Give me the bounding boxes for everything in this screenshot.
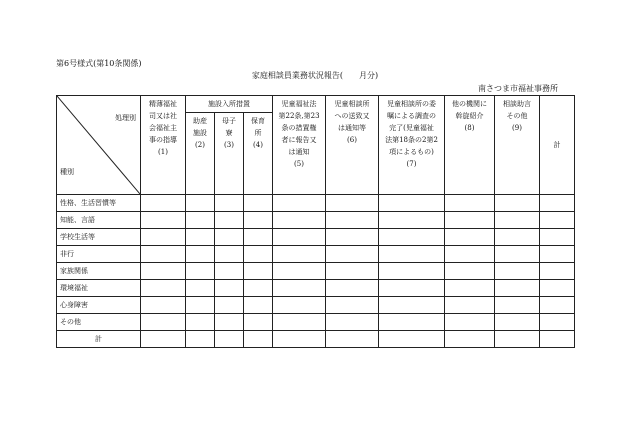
entry-cell — [141, 314, 186, 331]
row-label: 非行 — [57, 246, 141, 263]
diagonal-line — [57, 96, 140, 194]
entry-cell — [141, 212, 186, 229]
table-row — [57, 246, 575, 263]
table-row — [57, 195, 575, 212]
entry-cell — [186, 297, 215, 314]
entry-cell — [273, 297, 326, 314]
entry-cell — [445, 280, 495, 297]
entry-cell — [326, 314, 379, 331]
entry-cell — [215, 314, 244, 331]
row-label: その他 — [57, 314, 141, 331]
entry-cell — [495, 280, 540, 297]
corner-label-process: 処理別 — [115, 114, 136, 122]
entry-cell — [445, 297, 495, 314]
entry-cell — [141, 263, 186, 280]
table-row — [57, 331, 575, 348]
entry-cell — [540, 297, 575, 314]
entry-cell — [244, 297, 273, 314]
entry-cell — [495, 331, 540, 348]
entry-cell — [215, 229, 244, 246]
entry-cell — [379, 331, 445, 348]
col-header-mother-child: 母子 寮 (3) — [215, 113, 244, 195]
entry-cell — [326, 297, 379, 314]
entry-cell — [540, 314, 575, 331]
entry-cell — [379, 212, 445, 229]
entry-cell — [326, 229, 379, 246]
entry-cell — [379, 314, 445, 331]
col-header-maternity: 助産 施設 (2) — [186, 113, 215, 195]
entry-cell — [495, 297, 540, 314]
entry-cell — [273, 212, 326, 229]
entry-cell — [244, 229, 273, 246]
form-number: 第6号様式(第10条関係) — [56, 59, 142, 68]
entry-cell — [540, 263, 575, 280]
row-label: 知能、言語 — [57, 212, 141, 229]
entry-cell — [141, 195, 186, 212]
entry-cell — [273, 246, 326, 263]
entry-cell — [495, 246, 540, 263]
entry-cell — [379, 229, 445, 246]
entry-cell — [495, 212, 540, 229]
entry-cell — [141, 297, 186, 314]
entry-cell — [186, 246, 215, 263]
table-row — [57, 212, 575, 229]
table-row — [57, 263, 575, 280]
entry-cell — [244, 331, 273, 348]
col-header-facility-group: 施設入所措置 — [186, 96, 273, 113]
row-label: 家族関係 — [57, 263, 141, 280]
entry-cell — [379, 297, 445, 314]
col-header-report-notice: 児童福祉法 第22条,第23 条の措置権 者に報告又 は通知 (5) — [273, 96, 326, 195]
entry-cell — [540, 195, 575, 212]
entry-cell — [244, 314, 273, 331]
row-label: 心身障害 — [57, 297, 141, 314]
entry-cell — [215, 331, 244, 348]
col-header-consultation: 相談助言 その他 (9) — [495, 96, 540, 195]
entry-cell — [540, 212, 575, 229]
entry-cell — [540, 246, 575, 263]
entry-cell — [495, 229, 540, 246]
entry-cell — [326, 212, 379, 229]
row-label: 学校生活等 — [57, 229, 141, 246]
entry-cell — [244, 263, 273, 280]
report-title: 家庭相談員業務状況報告( 月分) — [251, 71, 379, 80]
entry-cell — [215, 263, 244, 280]
entry-cell — [273, 314, 326, 331]
entry-cell — [215, 246, 244, 263]
entry-cell — [540, 331, 575, 348]
entry-cell — [445, 229, 495, 246]
entry-cell — [273, 195, 326, 212]
table-row — [57, 314, 575, 331]
entry-cell — [326, 280, 379, 297]
entry-cell — [244, 195, 273, 212]
entry-cell — [326, 246, 379, 263]
report-table — [56, 95, 575, 348]
entry-cell — [445, 212, 495, 229]
col-header-guidance: 精薄福祉 司又は社 会福祉主 事の指導 (1) — [141, 96, 186, 195]
entry-cell — [141, 280, 186, 297]
entry-cell — [215, 280, 244, 297]
entry-cell — [540, 280, 575, 297]
entry-cell — [141, 229, 186, 246]
table-row — [57, 297, 575, 314]
row-label: 環境福祉 — [57, 280, 141, 297]
entry-cell — [186, 212, 215, 229]
table-row — [57, 229, 575, 246]
entry-cell — [215, 212, 244, 229]
col-header-total: 計 — [540, 96, 575, 195]
entry-cell — [273, 331, 326, 348]
entry-cell — [445, 263, 495, 280]
entry-cell — [215, 195, 244, 212]
col-header-mediation: 他の機関に 斡旋紹介 (8) — [445, 96, 495, 195]
entry-cell — [186, 331, 215, 348]
entry-cell — [445, 246, 495, 263]
col-header-nursery: 保育 所 (4) — [244, 113, 273, 195]
entry-cell — [141, 246, 186, 263]
row-label: 性格、生活習慣等 — [57, 195, 141, 212]
col-header-referral: 児童相談所 への送致又 は通知等 (6) — [326, 96, 379, 195]
entry-cell — [445, 195, 495, 212]
table-row — [57, 280, 575, 297]
entry-cell — [326, 331, 379, 348]
entry-cell — [141, 331, 186, 348]
entry-cell — [445, 314, 495, 331]
entry-cell — [379, 195, 445, 212]
office-name: 南さつま市福祉事務所 — [478, 84, 558, 93]
entry-cell — [186, 263, 215, 280]
entry-cell — [273, 263, 326, 280]
entry-cell — [186, 280, 215, 297]
entry-cell — [495, 314, 540, 331]
entry-cell — [495, 263, 540, 280]
col-header-investigation: 児童相談所の委 嘱による調査の 完了(児童福祉 法第18条の2第2 項によるもの) (7) — [379, 96, 445, 195]
entry-cell — [186, 314, 215, 331]
entry-cell — [495, 195, 540, 212]
entry-cell — [186, 195, 215, 212]
entry-cell — [379, 280, 445, 297]
entry-cell — [244, 212, 273, 229]
corner-header-cell — [57, 96, 141, 195]
entry-cell — [215, 297, 244, 314]
entry-cell — [186, 229, 215, 246]
corner-label-type: 種別 — [60, 168, 74, 176]
entry-cell — [273, 280, 326, 297]
entry-cell — [326, 195, 379, 212]
entry-cell — [379, 246, 445, 263]
entry-cell — [326, 263, 379, 280]
row-label: 計 — [57, 331, 141, 348]
entry-cell — [244, 280, 273, 297]
entry-cell — [445, 331, 495, 348]
entry-cell — [540, 229, 575, 246]
entry-cell — [273, 229, 326, 246]
entry-cell — [244, 246, 273, 263]
entry-cell — [379, 263, 445, 280]
